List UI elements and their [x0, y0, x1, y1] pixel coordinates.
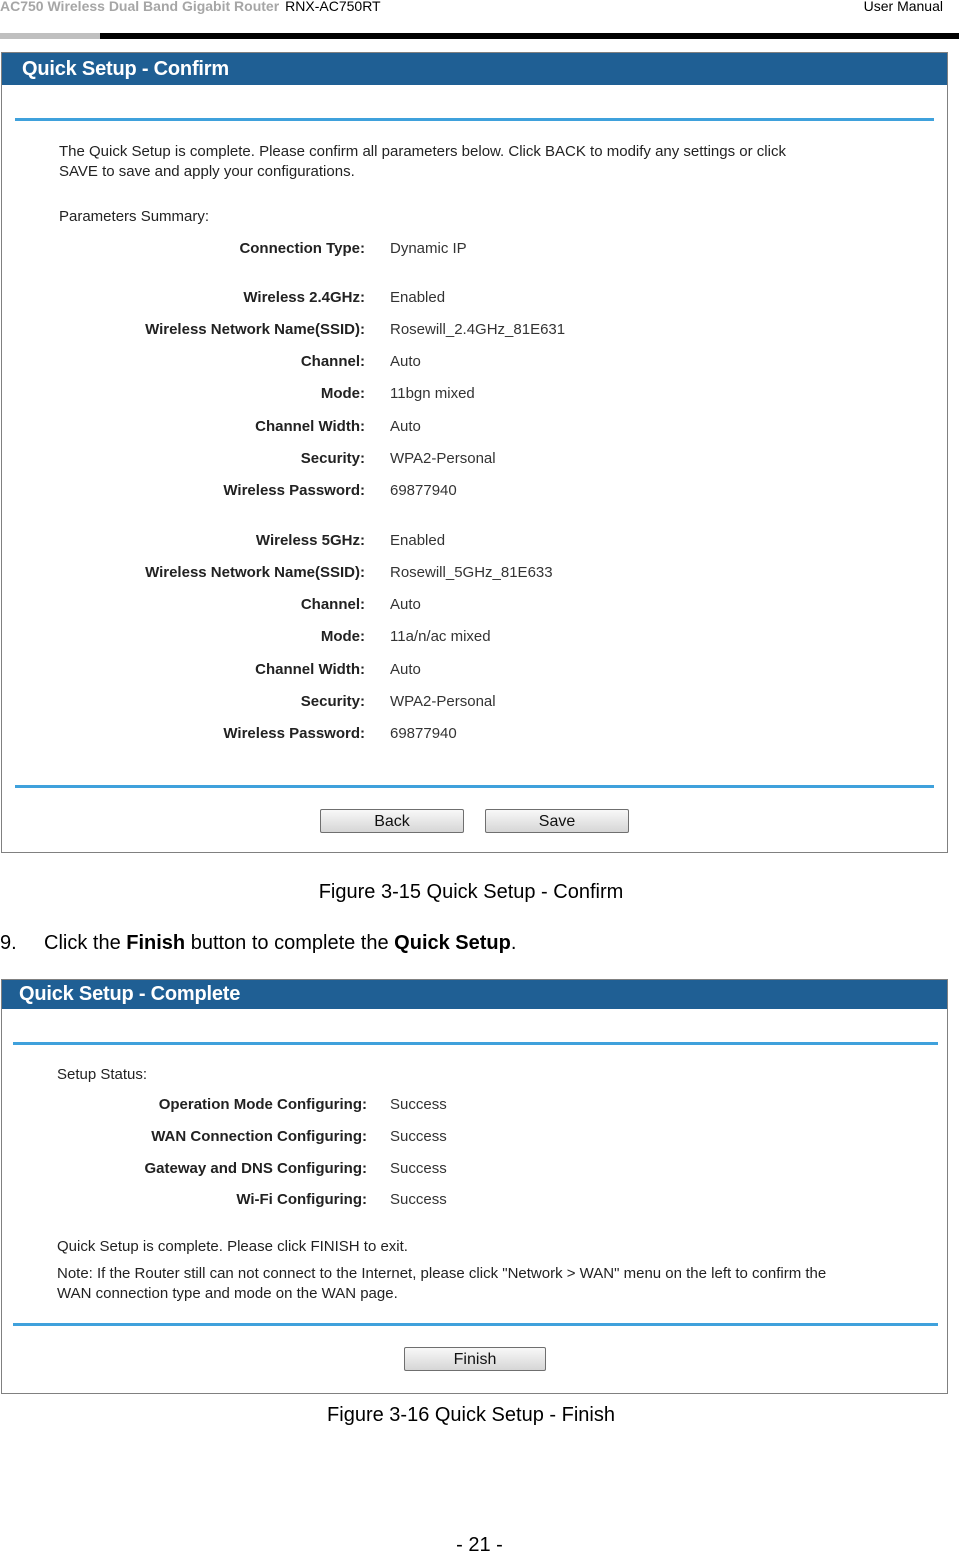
header-rule-black: [100, 33, 959, 39]
param-value: Enabled: [390, 532, 446, 549]
status-label: WAN Connection Configuring:: [151, 1128, 367, 1145]
status-row: [2, 1189, 947, 1211]
param-label: Security:: [300, 450, 365, 467]
confirm-intro-line1: The Quick Setup is complete. Please confirm all parameters below. Click BACK to modify any settings or click: [59, 143, 786, 160]
param-row: [2, 723, 947, 745]
param-row: [2, 383, 947, 405]
status-value: Success: [390, 1191, 447, 1208]
status-value: Success: [390, 1160, 447, 1177]
header-manual: User Manual: [863, 0, 943, 14]
param-row: [2, 626, 947, 648]
divider-top: [13, 1042, 938, 1045]
setup-status-label: Setup Status:: [57, 1066, 148, 1083]
confirm-intro-line2: SAVE to save and apply your configurations.: [59, 163, 355, 180]
param-value: Rosewill_5GHz_81E633: [390, 564, 553, 581]
confirm-title: Quick Setup - Confirm: [2, 53, 947, 85]
param-value: Auto: [390, 596, 421, 613]
param-value: Enabled: [390, 289, 446, 306]
status-label: Operation Mode Configuring:: [158, 1096, 367, 1113]
status-value: Success: [390, 1128, 447, 1145]
param-label: Security:: [300, 693, 365, 710]
header-brand: AC750 Wireless Dual Band Gigabit Router: [0, 0, 280, 14]
status-row: [2, 1094, 947, 1116]
step-bold-quick-setup: Quick Setup: [394, 932, 511, 954]
param-value: 69877940: [390, 725, 457, 742]
step-number: 9.: [0, 932, 17, 954]
param-label: Channel:: [300, 596, 365, 613]
param-value: Dynamic IP: [390, 240, 467, 257]
status-label: Wi-Fi Configuring:: [236, 1191, 367, 1208]
param-label: Mode:: [320, 385, 365, 402]
param-row: [2, 659, 947, 681]
step-text-b: button to complete the: [185, 932, 395, 954]
header-rule-gray: [0, 33, 100, 39]
param-row: [2, 448, 947, 470]
running-header: [0, 0, 381, 14]
param-row: [2, 287, 947, 309]
param-value: 69877940: [390, 482, 457, 499]
divider-bottom: [15, 785, 934, 788]
param-label: Wireless Network Name(SSID):: [145, 564, 365, 581]
header-model: RNX-AC750RT: [285, 0, 381, 14]
param-label: Channel Width:: [255, 661, 365, 678]
param-value: 11a/n/ac mixed: [390, 628, 491, 645]
param-row: [2, 530, 947, 552]
quick-setup-complete-panel: [1, 979, 948, 1394]
param-value: Auto: [390, 418, 421, 435]
divider-top: [15, 118, 934, 121]
step-bold-finish: Finish: [126, 932, 186, 954]
parameters-summary-label: Parameters Summary:: [59, 208, 210, 225]
param-label: Wireless Password:: [223, 725, 365, 742]
param-row: [2, 562, 947, 584]
param-label: Mode:: [320, 628, 365, 645]
step-instruction: [0, 932, 516, 955]
step-text-c: .: [510, 932, 517, 954]
figure-caption-3-15: Figure 3-15 Quick Setup - Confirm: [318, 881, 624, 903]
param-row: [2, 691, 947, 713]
param-row: [2, 238, 947, 260]
param-label: Wireless Password:: [223, 482, 365, 499]
status-label: Gateway and DNS Configuring:: [144, 1160, 367, 1177]
param-row: [2, 351, 947, 373]
param-row: [2, 319, 947, 341]
param-label: Wireless 5GHz:: [255, 532, 365, 549]
save-button[interactable]: Save: [485, 809, 629, 833]
param-value: WPA2-Personal: [390, 450, 496, 467]
status-row: [2, 1158, 947, 1180]
note-line1: Note: If the Router still can not connect to the Internet, please click "Network > WAN" menu on the left to confirm the: [57, 1265, 827, 1282]
param-value: Rosewill_2.4GHz_81E631: [390, 321, 566, 338]
confirm-body: [2, 85, 947, 852]
param-label: Wireless 2.4GHz:: [243, 289, 365, 306]
param-value: WPA2-Personal: [390, 693, 496, 710]
param-value: Auto: [390, 661, 421, 678]
figure-caption-3-16: Figure 3-16 Quick Setup - Finish: [327, 1404, 615, 1426]
param-row: [2, 594, 947, 616]
step-text-a: Click the: [44, 932, 127, 954]
note-line2: WAN connection type and mode on the WAN page.: [57, 1285, 398, 1302]
complete-message: Quick Setup is complete. Please click FINISH to exit.: [57, 1238, 408, 1255]
param-label: Channel:: [300, 353, 365, 370]
param-row: [2, 480, 947, 502]
param-value: Auto: [390, 353, 421, 370]
param-row: [2, 416, 947, 438]
complete-title: Quick Setup - Complete: [2, 980, 947, 1009]
divider-bottom: [13, 1323, 938, 1326]
complete-body: [2, 1009, 947, 1393]
param-label: Channel Width:: [255, 418, 365, 435]
status-value: Success: [390, 1096, 447, 1113]
param-value: 11bgn mixed: [390, 385, 475, 402]
status-row: [2, 1126, 947, 1148]
finish-button[interactable]: Finish: [404, 1347, 546, 1371]
page-number: - 21 -: [456, 1534, 503, 1556]
param-label: Connection Type:: [239, 240, 365, 257]
back-button[interactable]: Back: [320, 809, 464, 833]
param-label: Wireless Network Name(SSID):: [145, 321, 365, 338]
quick-setup-confirm-panel: [1, 52, 948, 853]
